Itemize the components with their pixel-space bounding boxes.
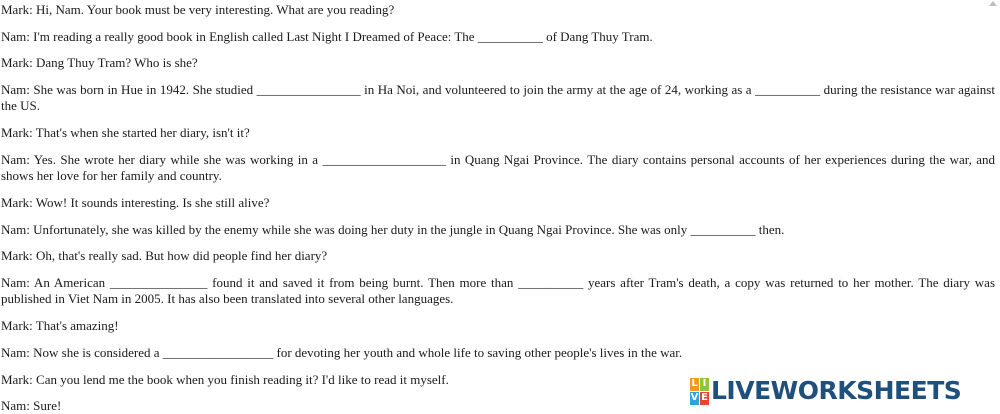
answer-blank[interactable]: __________	[477, 29, 543, 44]
dialogue-text: for devoting her youth and whole life to saving other people's lives in the war.	[273, 345, 683, 360]
liveworksheets-logo	[690, 376, 961, 406]
dialogue-line	[1, 248, 995, 264]
dialogue-text: Nam: An American	[1, 275, 110, 290]
dialogue-text: Mark: Oh, that's really sad. But how did people find her diary?	[1, 248, 328, 263]
dialogue-line	[1, 2, 995, 18]
dialogue-text: Mark: That's amazing!	[1, 318, 119, 333]
dialogue-line	[1, 29, 995, 45]
dialogue-text: Nam: Sure!	[1, 398, 62, 413]
dialogue-text: Nam: I'm reading a really good book in English called Last Night I Dreamed of Peace: The	[1, 29, 478, 44]
dialogue-text: found it and saved it from being burnt. Then more than	[207, 275, 519, 290]
answer-blank[interactable]: _________________	[162, 345, 274, 360]
scroll-up-arrow-icon[interactable]	[989, 1, 997, 6]
dialogue-line	[1, 222, 995, 238]
logo-wordmark: LIVEWORKSHEETS	[711, 376, 962, 405]
dialogue-line	[1, 275, 995, 307]
answer-blank[interactable]: ________________	[256, 82, 361, 97]
dialogue-text: in Ha Noi, and volunteered to join the army at the age of 24, working as a	[360, 82, 756, 97]
logo-grid-icon	[690, 378, 709, 405]
answer-blank[interactable]: __________	[690, 222, 756, 237]
dialogue-text: Nam: She was born in Hue in 1942. She studied	[1, 82, 257, 97]
dialogue-text: then.	[755, 222, 785, 237]
dialogue-line	[1, 152, 995, 184]
dialogue-text: Nam: Yes. She wrote her diary while she was working in a	[1, 152, 323, 167]
dialogue-text: Mark: Dang Thuy Tram? Who is she?	[1, 55, 198, 70]
dialogue-text: in Quang Ngai Province. The diary contains personal accounts of her experiences during the war, and shows her love for her family and country.	[1, 152, 995, 183]
dialogue-text: Mark: Wow! It sounds interesting. Is she still alive?	[1, 195, 270, 210]
answer-blank[interactable]: _______________	[109, 275, 208, 290]
dialogue-text: years after Tram's death, a copy was returned to her mother. The diary was published in Viet Nam in 2005. It has also been translated into several other languages.	[1, 275, 996, 306]
dialogue-line	[1, 82, 995, 114]
dialogue-line	[1, 195, 995, 211]
dialogue-text: Mark: Can you lend me the book when you finish reading it? I'd like to read it myself.	[1, 372, 449, 387]
dialogue-text: Mark: Hi, Nam. Your book must be very interesting. What are you reading?	[1, 2, 395, 17]
dialogue-text: Nam: Now she is considered a	[1, 345, 163, 360]
logo-cell: V	[690, 392, 699, 403]
logo-cell: I	[700, 378, 709, 391]
dialogue-line	[1, 318, 995, 334]
logo-cell: E	[701, 392, 708, 403]
logo-cell: L	[691, 378, 698, 389]
dialogue-line	[1, 55, 995, 71]
answer-blank[interactable]: ___________________	[322, 152, 446, 167]
dialogue-text: Mark: That's when she started her diary, isn't it?	[1, 125, 250, 140]
answer-blank[interactable]: __________	[755, 82, 821, 97]
dialogue-text: of Dang Thuy Tram.	[542, 29, 653, 44]
dialogue-line	[1, 345, 995, 361]
answer-blank[interactable]: __________	[518, 275, 584, 290]
dialogue-text: during the resistance war against the US.	[1, 82, 995, 113]
dialogue-text: Nam: Unfortunately, she was killed by the enemy while she was doing her duty in the jungle in Quang Ngai Province. She was only	[1, 222, 691, 237]
dialogue-line	[1, 125, 995, 141]
